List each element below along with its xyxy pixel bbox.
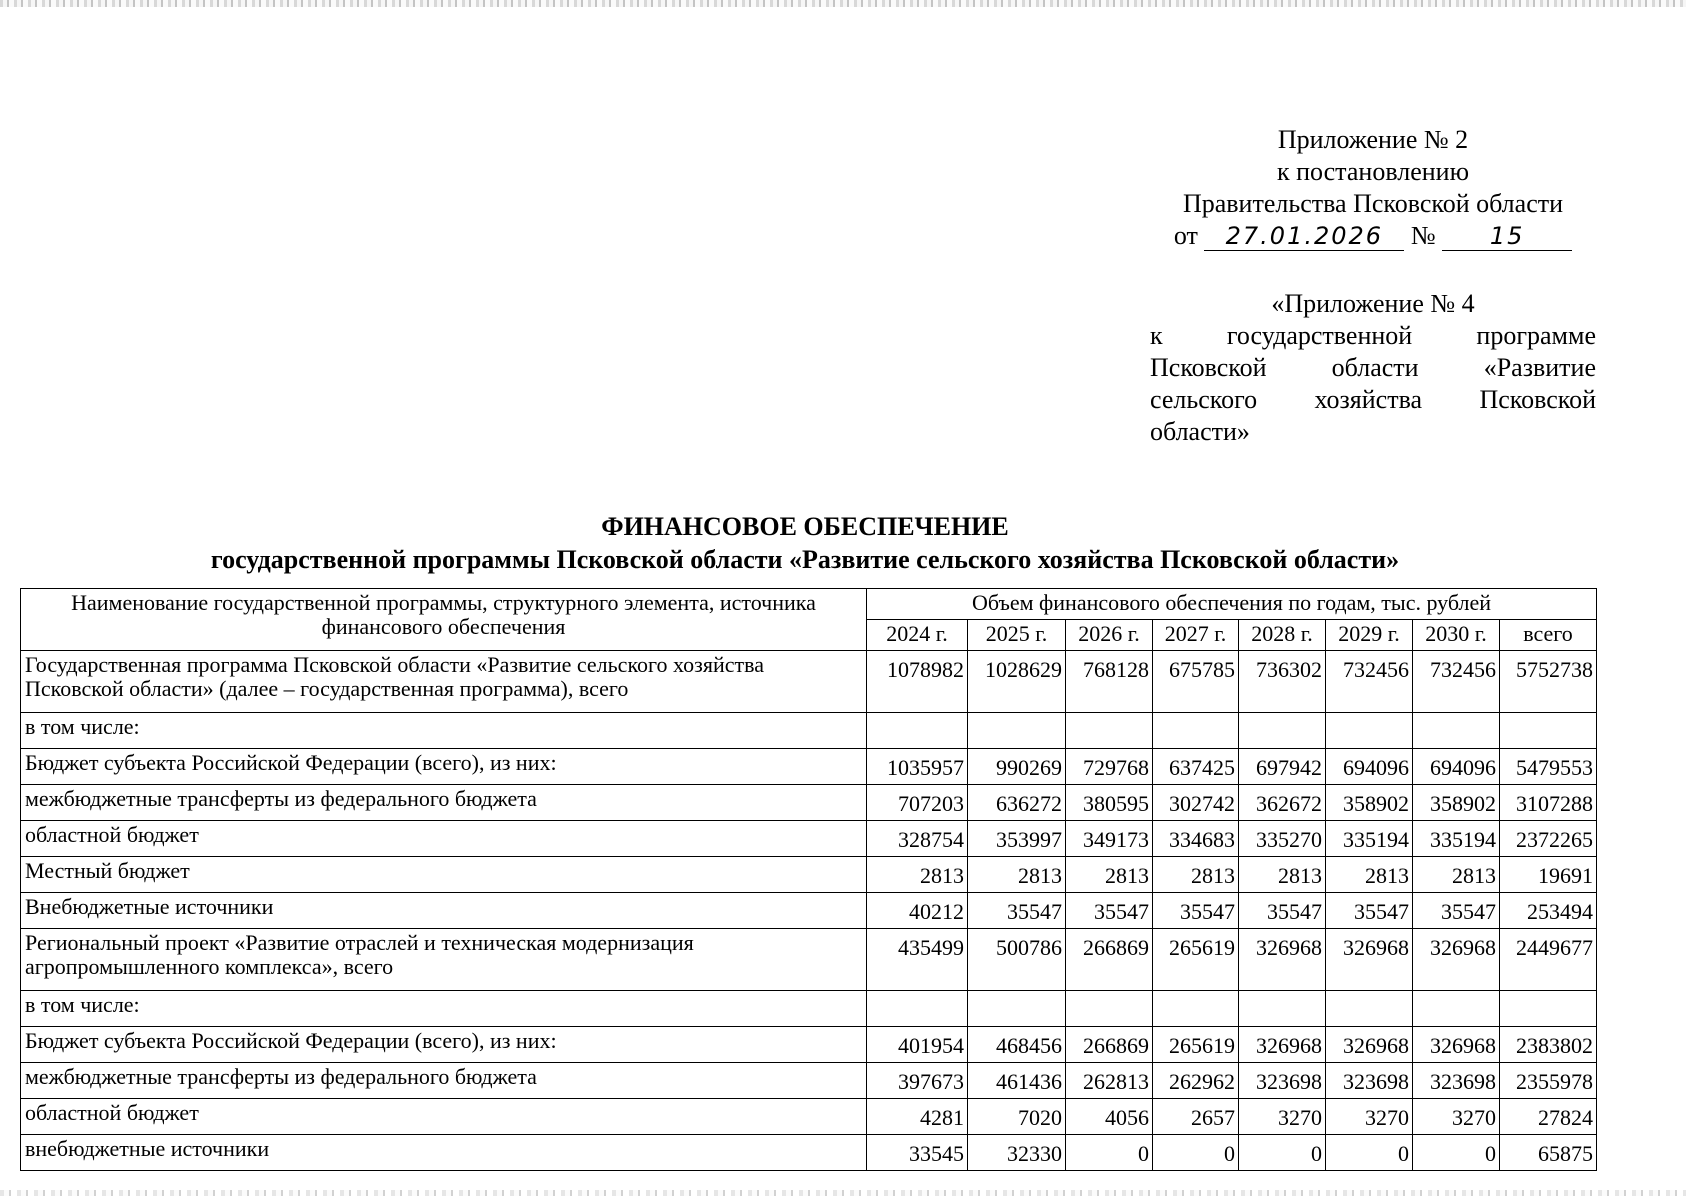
value-cell: 253494 <box>1500 893 1597 929</box>
value-cell: 2813 <box>1066 857 1153 893</box>
value-cell: 2813 <box>1326 857 1413 893</box>
table-row <box>21 1027 1597 1063</box>
value-cell: 326968 <box>1413 1027 1500 1063</box>
attachment-date-line <box>1150 220 1596 252</box>
year-header: 2026 г. <box>1066 620 1153 651</box>
value-cell: 326968 <box>1239 1027 1326 1063</box>
value-cell <box>968 991 1066 1027</box>
value-cell: 694096 <box>1413 749 1500 785</box>
title-line-2: государственной программы Псковской области «Развитие сельского хозяйства Псковской области» <box>210 545 1400 574</box>
value-cell: 326968 <box>1326 1027 1413 1063</box>
year-header: 2028 г. <box>1239 620 1326 651</box>
value-cell <box>867 713 968 749</box>
table-row <box>21 857 1597 893</box>
value-cell: 732456 <box>1413 651 1500 713</box>
name-column-header: Наименование государственной программы, структурного элемента, источника финансового обеспечения <box>21 589 867 651</box>
attachment-line-2: к постановлению <box>1276 157 1470 186</box>
value-cell: 265619 <box>1153 929 1239 991</box>
row-name: внебюджетные источники <box>21 1135 867 1171</box>
value-cell: 1035957 <box>867 749 968 785</box>
value-cell: 637425 <box>1153 749 1239 785</box>
value-cell: 32330 <box>968 1135 1066 1171</box>
value-cell: 40212 <box>867 893 968 929</box>
value-cell: 35547 <box>1413 893 1500 929</box>
title-line-1: ФИНАНСОВОЕ ОБЕСПЕЧЕНИЕ <box>601 512 1009 541</box>
value-cell <box>1239 713 1326 749</box>
value-cell: 380595 <box>1066 785 1153 821</box>
annex-line-2: к государственной программе <box>1150 321 1596 350</box>
value-cell: 707203 <box>867 785 968 821</box>
value-cell <box>1500 991 1597 1027</box>
value-cell: 302742 <box>1153 785 1239 821</box>
value-cell: 636272 <box>968 785 1066 821</box>
value-cell: 990269 <box>968 749 1066 785</box>
value-cell: 675785 <box>1153 651 1239 713</box>
value-cell: 33545 <box>867 1135 968 1171</box>
from-prefix: от <box>1173 221 1198 250</box>
value-cell: 0 <box>1066 1135 1153 1171</box>
value-cell: 349173 <box>1066 821 1153 857</box>
value-cell: 1028629 <box>968 651 1066 713</box>
value-cell: 4056 <box>1066 1099 1153 1135</box>
value-cell: 326968 <box>1413 929 1500 991</box>
value-cell: 2813 <box>867 857 968 893</box>
value-cell: 3107288 <box>1500 785 1597 821</box>
value-cell <box>1413 991 1500 1027</box>
value-cell: 328754 <box>867 821 968 857</box>
table-row <box>21 929 1597 991</box>
value-cell: 323698 <box>1413 1063 1500 1099</box>
value-cell: 461436 <box>968 1063 1066 1099</box>
value-cell: 2813 <box>1413 857 1500 893</box>
value-cell: 323698 <box>1326 1063 1413 1099</box>
value-cell: 335194 <box>1326 821 1413 857</box>
row-name: Региональный проект «Развитие отраслей и техническая модернизация агропромышленного комплекса», всего <box>21 929 867 991</box>
value-cell: 265619 <box>1153 1027 1239 1063</box>
value-cell: 7020 <box>968 1099 1066 1135</box>
annex-line-3: Псковской области «Развитие <box>1150 353 1596 382</box>
year-header: 2024 г. <box>867 620 968 651</box>
value-cell: 65875 <box>1500 1135 1597 1171</box>
year-header: 2030 г. <box>1413 620 1500 651</box>
row-name: областной бюджет <box>21 821 867 857</box>
attachment-header <box>1150 124 1596 252</box>
value-cell: 3270 <box>1239 1099 1326 1135</box>
value-cell: 335270 <box>1239 821 1326 857</box>
scan-edge-bottom <box>0 1190 1686 1196</box>
year-header: 2029 г. <box>1326 620 1413 651</box>
value-cell: 326968 <box>1239 929 1326 991</box>
value-cell: 3270 <box>1413 1099 1500 1135</box>
value-cell: 2657 <box>1153 1099 1239 1135</box>
row-name: Бюджет субъекта Российской Федерации (всего), из них: <box>21 1027 867 1063</box>
value-cell: 732456 <box>1326 651 1413 713</box>
value-cell: 2383802 <box>1500 1027 1597 1063</box>
row-name: областной бюджет <box>21 1099 867 1135</box>
value-cell: 2813 <box>968 857 1066 893</box>
value-cell: 35547 <box>1153 893 1239 929</box>
table-row <box>21 1099 1597 1135</box>
annex-line-1: «Приложение № 4 <box>1271 289 1475 318</box>
value-cell: 0 <box>1326 1135 1413 1171</box>
value-cell: 2355978 <box>1500 1063 1597 1099</box>
handwritten-date: 27.01.2026 <box>1204 222 1404 251</box>
value-cell: 334683 <box>1153 821 1239 857</box>
value-cell <box>1153 713 1239 749</box>
value-cell <box>867 991 968 1027</box>
value-cell: 2813 <box>1239 857 1326 893</box>
value-cell: 729768 <box>1066 749 1153 785</box>
table-row <box>21 893 1597 929</box>
value-cell: 1078982 <box>867 651 968 713</box>
value-cell: 468456 <box>968 1027 1066 1063</box>
value-cell: 266869 <box>1066 1027 1153 1063</box>
row-name: межбюджетные трансферты из федерального бюджета <box>21 785 867 821</box>
value-cell: 266869 <box>1066 929 1153 991</box>
value-cell: 4281 <box>867 1099 968 1135</box>
annex-header <box>1150 288 1596 448</box>
value-cell: 35547 <box>1239 893 1326 929</box>
scan-edge-top <box>0 0 1686 7</box>
row-name: межбюджетные трансферты из федерального бюджета <box>21 1063 867 1099</box>
volume-header: Объем финансового обеспечения по годам, тыс. рублей <box>867 589 1597 620</box>
row-name: Бюджет субъекта Российской Федерации (всего), из них: <box>21 749 867 785</box>
year-header: всего <box>1500 620 1597 651</box>
attachment-line-3: Правительства Псковской области <box>1182 189 1564 218</box>
value-cell: 262962 <box>1153 1063 1239 1099</box>
financing-table <box>20 588 1597 1171</box>
table-row <box>21 821 1597 857</box>
value-cell: 35547 <box>1066 893 1153 929</box>
value-cell: 35547 <box>1326 893 1413 929</box>
annex-line-5: области» <box>1150 417 1250 446</box>
row-name: в том числе: <box>21 713 867 749</box>
value-cell <box>1413 713 1500 749</box>
document-title <box>0 510 1610 576</box>
value-cell: 5752738 <box>1500 651 1597 713</box>
value-cell: 5479553 <box>1500 749 1597 785</box>
year-header: 2027 г. <box>1153 620 1239 651</box>
value-cell: 362672 <box>1239 785 1326 821</box>
value-cell: 768128 <box>1066 651 1153 713</box>
handwritten-number: 15 <box>1442 222 1572 251</box>
value-cell <box>1153 991 1239 1027</box>
value-cell: 326968 <box>1326 929 1413 991</box>
number-sign: № <box>1410 221 1436 250</box>
year-header: 2025 г. <box>968 620 1066 651</box>
value-cell: 0 <box>1413 1135 1500 1171</box>
table-row <box>21 991 1597 1027</box>
table-row <box>21 1135 1597 1171</box>
value-cell <box>1066 991 1153 1027</box>
table-row <box>21 749 1597 785</box>
row-name: Внебюджетные источники <box>21 893 867 929</box>
value-cell: 3270 <box>1326 1099 1413 1135</box>
value-cell: 2813 <box>1153 857 1239 893</box>
value-cell <box>1326 713 1413 749</box>
table-row <box>21 651 1597 713</box>
value-cell: 736302 <box>1239 651 1326 713</box>
value-cell: 323698 <box>1239 1063 1326 1099</box>
value-cell: 27824 <box>1500 1099 1597 1135</box>
value-cell: 2449677 <box>1500 929 1597 991</box>
value-cell: 335194 <box>1413 821 1500 857</box>
value-cell <box>1500 713 1597 749</box>
value-cell: 500786 <box>968 929 1066 991</box>
value-cell: 262813 <box>1066 1063 1153 1099</box>
table-row <box>21 785 1597 821</box>
value-cell: 2372265 <box>1500 821 1597 857</box>
row-name: Государственная программа Псковской области «Развитие сельского хозяйства Псковской области» (далее – государственная программа), всего <box>21 651 867 713</box>
value-cell: 697942 <box>1239 749 1326 785</box>
value-cell: 19691 <box>1500 857 1597 893</box>
attachment-line-1: Приложение № 2 <box>1277 125 1469 154</box>
annex-line-4: сельского хозяйства Псковской <box>1150 385 1596 414</box>
value-cell: 358902 <box>1326 785 1413 821</box>
value-cell: 353997 <box>968 821 1066 857</box>
value-cell: 694096 <box>1326 749 1413 785</box>
table-body <box>21 651 1597 1171</box>
value-cell <box>1326 991 1413 1027</box>
value-cell: 35547 <box>968 893 1066 929</box>
value-cell: 358902 <box>1413 785 1500 821</box>
table-row <box>21 1063 1597 1099</box>
value-cell <box>1239 991 1326 1027</box>
value-cell: 0 <box>1153 1135 1239 1171</box>
value-cell: 435499 <box>867 929 968 991</box>
value-cell <box>1066 713 1153 749</box>
value-cell <box>968 713 1066 749</box>
table-row <box>21 713 1597 749</box>
value-cell: 397673 <box>867 1063 968 1099</box>
value-cell: 0 <box>1239 1135 1326 1171</box>
row-name: Местный бюджет <box>21 857 867 893</box>
row-name: в том числе: <box>21 991 867 1027</box>
value-cell: 401954 <box>867 1027 968 1063</box>
